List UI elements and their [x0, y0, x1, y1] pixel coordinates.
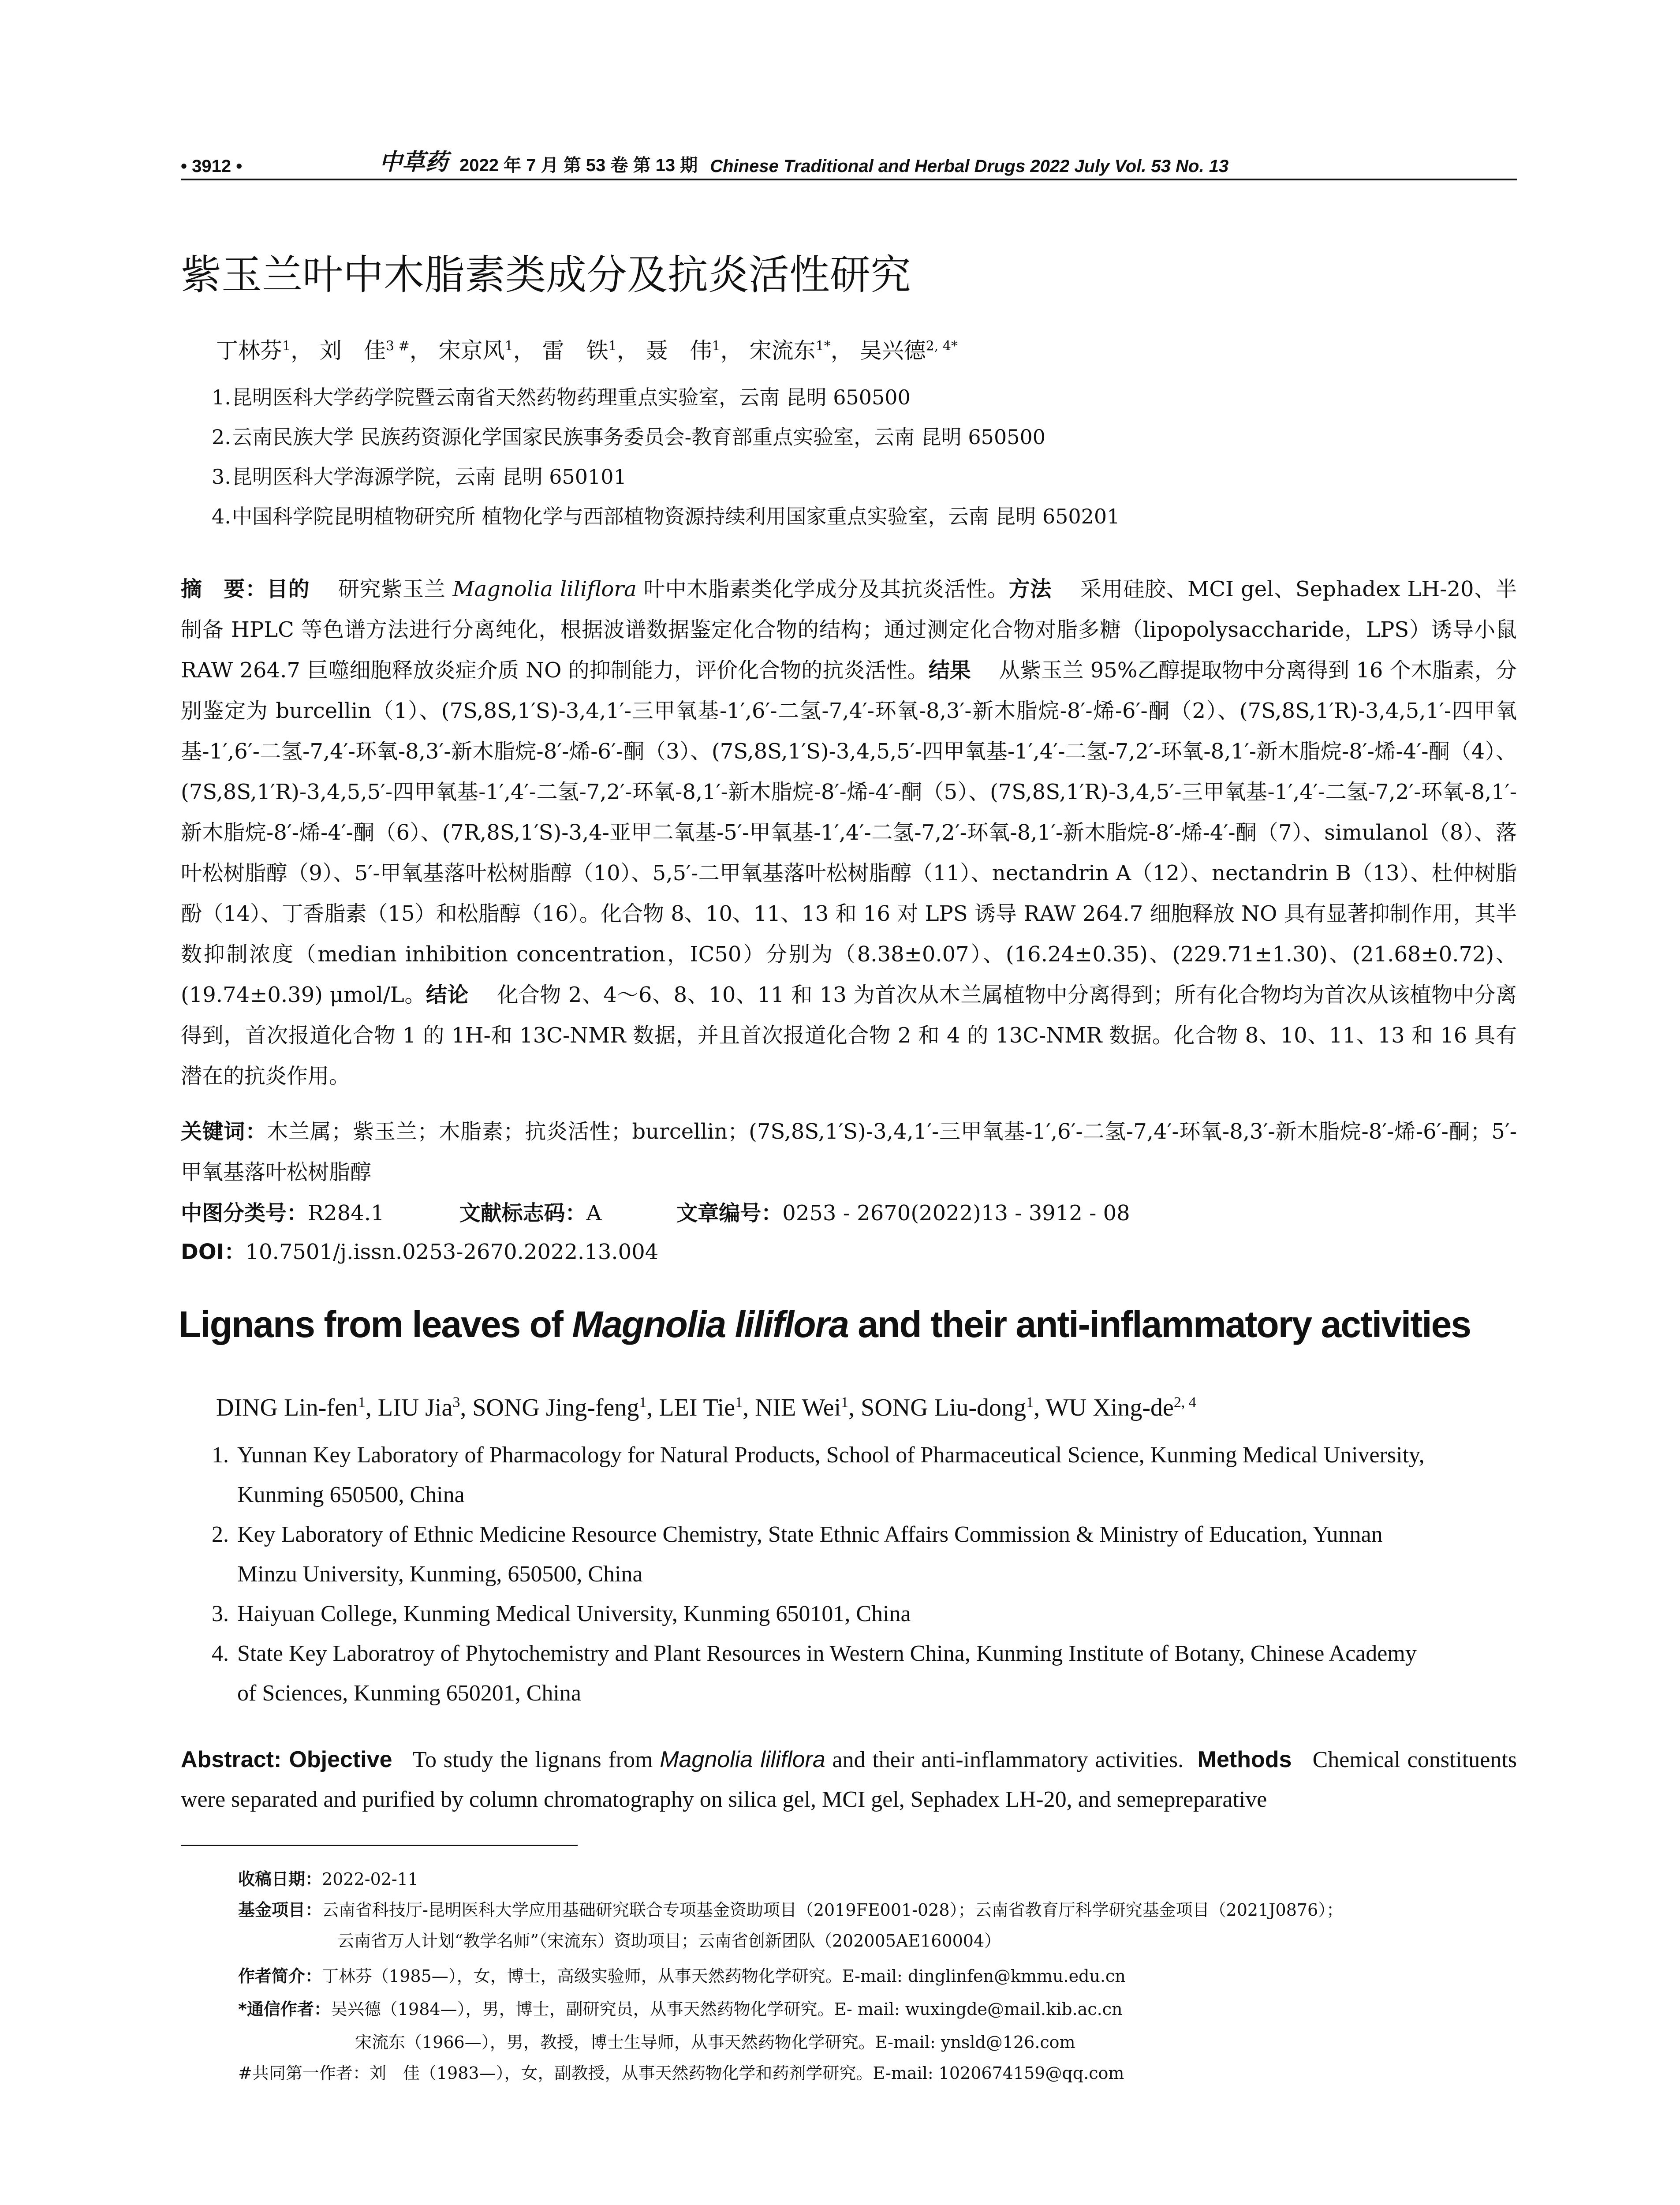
affiliation-en: 2. Key Laboratory of Ethnic Medicine Resource Chemistry, State Ethnic Affairs Commission & Ministry of Education, Yunnan Minzu University, Kunming, 650500, China	[212, 1522, 1383, 1587]
abstract-cn: 摘 要：目的 研究紫玉兰 Magnolia liliflora 叶中木脂素类化学成分及其抗炎活性。方法 采用硅胶、MCI gel、Sephadex LH-20、半制备 HPLC 等色谱方法进行分离纯化，根据波谱数据鉴定化合物的结构；通过测定化合物对脂多糖（lipopolysaccharide，LPS）诱导小鼠 RAW 264.7 巨噬细胞释放炎症介质 NO 的抑制能力，评价化合物的抗炎活性。结果 从紫玉兰 95%乙醇提取物中分离得到 16 个木脂素，分别鉴定为 burcellin（1）、(7S,8S,1′S)-3,4,1′-三甲氧基-1′,6′-二氢-7,4′-环氧-8,3′-新木脂烷-8′-烯-6′-酮（2）、(7S,8S,1′R)-3,4,5,1′-四甲氧基-1′,6′-二氢-7,4′-环氧-8,3′-新木脂烷-8′-烯-6′-酮（3）、(7S,8S,1′S)-3,4,5,5′-四甲氧基-1′,4′-二氢-7,2′-环氧-8,1′-新木脂烷-8′-烯-4′-酮（4）、(7S,8S,1′R)-3,4,5,5′-四甲氧基-1′,4′-二氢-7,2′-环氧-8,1′-新木脂烷-8′-烯-4′-酮（5）、(7S,8S,1′R)-3,4,5′-三甲氧基-1′,4′-二氢-7,2′-环氧-8,1′-新木脂烷-8′-烯-4′-酮（6）、(7R,8S,1′S)-3,4-亚甲二氧基-5′-甲氧基-1′,4′-二氢-7,2′-环氧-8,1′-新木脂烷-8′-烯-4′-酮（7）、simulanol（8）、落叶松树脂醇（9）、5′-甲氧基落叶松树脂醇（10）、5,5′-二甲氧基落叶松树脂醇（11）、nectandrin A（12）、nectandrin B（13）、杜仲树脂酚（14）、丁香脂素（15）和松脂醇（16）。化合物 8、10、11、13 和 16 对 LPS 诱导 RAW 264.7 细胞释放 NO 具有显著抑制作用，其半数抑制浓度（median inhibition concentration，IC50）分别为（8.38±0.07）、(16.24±0.35)、(229.71±1.30)、(21.68±0.72)、(19.74±0.39) μmol/L。结论 化合物 2、4～6、8、10、11 和 13 为首次从木兰属植物中分离得到；所有化合物均为首次从该植物中分离得到，首次报道化合物 1 的 1H-和 13C-NMR 数据，并且首次报道化合物 2 和 4 的 13C-NMR 数据。化合物 8、10、11、13 和 16 具有潜在的抗炎作用。	[181, 577, 1517, 1088]
affiliation-en: 3. Haiyuan College, Kunming Medical University, Kunming 650101, China	[212, 1601, 911, 1626]
authors-en: DING Lin-fen$^1$, LIU Jia$^3$, SONG Jing-feng$^1$, LEI Tie$^1$, NIE Wei$^1$, SONG Liu-dong$^1$, WU Xing-de$^{2, 4}$	[216, 1394, 1196, 1421]
classification-line: 中图分类号：R284.1 文献标志码：A 文章编号：0253 - 2670(2022)13 - 3912 - 08	[181, 1201, 1130, 1226]
running-header	[181, 141, 1517, 176]
title-cn: 紫玉兰叶中木脂素类成分及抗炎活性研究	[181, 251, 911, 299]
author-en: LEI Tie$^1$	[659, 1394, 743, 1421]
author-cn: 宋京风$^1$	[438, 338, 513, 363]
author-en: LIU Jia$^3$	[377, 1394, 460, 1421]
author-cn: 吴兴德$^{2, 4*}$	[859, 338, 958, 363]
footnote-received: 收稿日期：2022-02-11	[238, 1869, 419, 1889]
author-cn: 刘 佳$^{3 \#}$	[320, 338, 410, 363]
affiliation-cn: 2.云南民族大学 民族药资源化学国家民族事务委员会-教育部重点实验室，云南 昆明 650500	[212, 425, 1046, 449]
authors-cn: 丁林芬$^1$， 刘 佳$^{3 \#}$， 宋京风$^1$， 雷 铁$^1$， 聂 伟$^1$， 宋流东$^{1*}$， 吴兴德$^{2, 4*}$	[216, 338, 958, 363]
issue-cn: 2022 年 7 月 第 53 卷 第 13 期	[459, 156, 698, 175]
author-en: DING Lin-fen$^1$	[216, 1394, 366, 1421]
author-en: SONG Jing-feng$^1$	[472, 1394, 647, 1421]
header-rule	[181, 179, 1517, 180]
footnote-corresponding: *通信作者：吴兴德（1984—），男，博士，副研究员，从事天然药物化学研究。E- mail: wuxingde@mail.kib.ac.cn	[238, 1999, 1123, 2019]
doi-line: DOI：10.7501/j.issn.0253-2670.2022.13.004	[181, 1240, 659, 1264]
author-cn: 聂 伟$^1$	[646, 338, 721, 363]
journal-en: Chinese Traditional and Herbal Drugs 2022 July Vol. 53 No. 13	[710, 157, 1229, 176]
footnote-rule	[181, 1845, 578, 1846]
affiliation-en: 1. Yunnan Key Laboratory of Pharmacology for Natural Products, School of Pharmaceutical Science, Kunming Medical University, Kunming 650500, China	[212, 1443, 1425, 1507]
footnote-cofirst: #共同第一作者：刘 佳（1983—），女，副教授，从事天然药物化学和药剂学研究。E-mail: 1020674159@qq.com	[238, 2063, 1124, 2083]
page-number: • 3912 •	[181, 157, 243, 176]
footnote-bio: 作者简介：丁林芬（1985—），女，博士，高级实验师，从事天然药物化学研究。E-mail: dinglinfen@kmmu.edu.cn	[238, 1966, 1126, 1986]
affiliation-cn: 1.昆明医科大学药学院暨云南省天然药物药理重点实验室，云南 昆明 650500	[212, 385, 911, 409]
journal-logo-cn: 中草药	[379, 149, 448, 176]
affiliation-cn: 4.中国科学院昆明植物研究所 植物化学与西部植物资源持续利用国家重点实验室，云南 昆明 650201	[212, 505, 1120, 528]
author-en: NIE Wei$^1$	[755, 1394, 849, 1421]
abstract-en: Abstract: Objective To study the lignans from Magnolia liliflora and their anti-inflammatory activities. Methods Chemical constituents were separated and purified by column chromatography on silica gel, MCI gel, Sephadex LH-20, and semepreparative	[181, 1747, 1517, 1812]
keywords-cn: 关键词：木兰属；紫玉兰；木脂素；抗炎活性；burcellin；(7S,8S,1′S)-3,4,1′-三甲氧基-1′,6′-二氢-7,4′-环氧-8,3′-新木脂烷-8′-烯-6′-酮；5′-甲氧基落叶松树脂醇	[181, 1119, 1517, 1185]
footnote-fund: 基金项目：云南省科技厅-昆明医科大学应用基础研究联合专项基金资助项目（2019FE001-028）；云南省教育厅科学研究基金项目（2021J0876）；	[238, 1900, 1344, 1920]
title-en: Lignans from leaves of Magnolia liliflora and their anti-inflammatory activities	[179, 1304, 1471, 1345]
author-en: WU Xing-de$^{2, 4}$	[1045, 1394, 1196, 1421]
footnote-corresponding-2: 宋流东（1966—），男，教授，博士生导师，从事天然药物化学研究。E-mail: ynsld@126.com	[355, 2033, 1075, 2052]
author-cn: 雷 铁$^1$	[542, 338, 617, 363]
footnote-fund-cont: 云南省万人计划“教学名师”（宋流东）资助项目；云南省创新团队（202005AE160004）	[337, 1931, 1001, 1951]
author-cn: 丁林芬$^1$	[216, 338, 291, 363]
affiliation-cn: 3.昆明医科大学海源学院，云南 昆明 650101	[212, 465, 627, 489]
affiliation-en: 4. State Key Laboratroy of Phytochemistry and Plant Resources in Western China, Kunming Institute of Botany, Chinese Academy of Sciences, Kunming 650201, China	[212, 1641, 1417, 1706]
author-cn: 宋流东$^{1*}$	[749, 338, 831, 363]
author-en: SONG Liu-dong$^1$	[861, 1394, 1034, 1421]
